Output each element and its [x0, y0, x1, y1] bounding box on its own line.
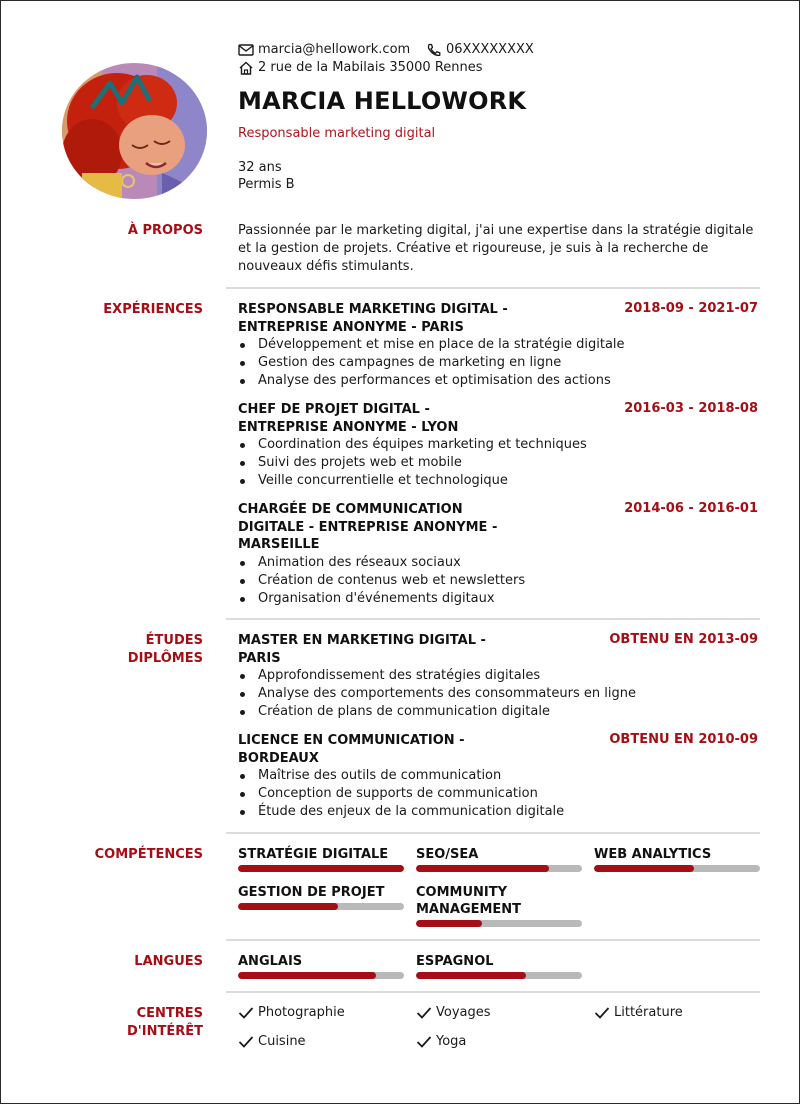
- section-title-line: D'INTÉRÊT: [127, 1024, 203, 1039]
- interest-label: Photographie: [258, 1005, 345, 1020]
- skill-bar: [594, 865, 760, 872]
- bullet-item: Analyse des performances et optimisation des actions: [238, 372, 625, 390]
- address-text: 2 rue de la Mabilais 35000 Rennes: [258, 60, 483, 75]
- section-divider: [226, 991, 760, 993]
- interest-item: [416, 1034, 466, 1049]
- interest-label: Littérature: [614, 1005, 683, 1020]
- experience-title-line: ENTREPRISE ANONYME - LYON: [238, 419, 459, 435]
- section-title-about: À PROPOS: [127, 223, 203, 238]
- driving-license: Permis B: [238, 177, 295, 192]
- education-dates: OBTENU EN 2010-09: [609, 732, 758, 747]
- email-text: marcia@hellowork.com: [258, 42, 411, 57]
- checkmark-icon: [416, 1006, 432, 1020]
- experience-bullets: [238, 336, 625, 389]
- experience-dates: 2016-03 - 2018-08: [624, 401, 758, 416]
- interest-item: [238, 1034, 306, 1049]
- bullet-item: Création de contenus web et newsletters: [238, 572, 525, 590]
- contact-email[interactable]: [238, 42, 410, 57]
- education-title-line: MASTER EN MARKETING DIGITAL -: [238, 633, 486, 648]
- education-title: [238, 632, 486, 667]
- bullet-item: Développement et mise en place de la stratégie digitale: [238, 336, 625, 354]
- skill-label: WEB ANALYTICS: [594, 847, 712, 862]
- language-bar-fill: [238, 972, 376, 979]
- checkmark-icon: [416, 1035, 432, 1049]
- interest-item: [416, 1005, 491, 1020]
- experience-dates: 2018-09 - 2021-07: [624, 301, 758, 316]
- section-divider: [226, 287, 760, 289]
- interest-label: Yoga: [436, 1034, 467, 1049]
- skill-label-line: MANAGEMENT: [416, 902, 522, 917]
- checkmark-icon: [238, 1035, 254, 1049]
- about-text: Passionnée par le marketing digital, j'ai une expertise dans la stratégie digitale et la gestion de projets. Créative et rigoureuse, je suis à la recherche de nouveaux défis stimulants.: [238, 223, 754, 274]
- language-item: [238, 953, 404, 979]
- bullet-item: Coordination des équipes marketing et techniques: [238, 436, 587, 454]
- age: 32 ans: [238, 160, 282, 175]
- skill-label: STRATÉGIE DIGITALE: [238, 847, 389, 862]
- experience-title-line: CHEF DE PROJET DIGITAL -: [238, 402, 430, 417]
- experience-title-line: RESPONSABLE MARKETING DIGITAL -: [238, 302, 508, 317]
- section-divider: [226, 618, 760, 620]
- interest-item: [238, 1005, 345, 1020]
- skill-label: GESTION DE PROJET: [238, 885, 385, 900]
- education-title: [238, 732, 465, 767]
- bullet-item: Veille concurrentielle et technologique: [238, 472, 587, 490]
- education-dates: OBTENU EN 2013-09: [609, 632, 758, 647]
- interest-label: Cuisine: [258, 1034, 306, 1049]
- skill-bar: [238, 865, 404, 872]
- language-label: ESPAGNOL: [416, 954, 494, 969]
- bullet-item: Analyse des comportements des consommateurs en ligne: [238, 685, 636, 703]
- language-bar-fill: [416, 972, 526, 979]
- section-title-line: DIPLÔMES: [127, 651, 203, 666]
- experience-title: [238, 301, 508, 336]
- language-item: [416, 953, 582, 979]
- section-title-line: CENTRES: [136, 1006, 203, 1021]
- skill-bar: [416, 920, 582, 927]
- section-title-interests: [127, 1005, 203, 1041]
- experience-title: [238, 501, 497, 554]
- contact-address: [238, 60, 483, 75]
- skill-bar: [238, 903, 404, 910]
- experience-title-line: ENTREPRISE ANONYME - PARIS: [238, 319, 464, 335]
- skill-item: [238, 846, 404, 872]
- skill-bar: [416, 865, 582, 872]
- experience-title-line: DIGITALE - ENTREPRISE ANONYME -: [238, 519, 498, 535]
- checkmark-icon: [238, 1006, 254, 1020]
- education-bullets: [238, 767, 564, 820]
- job-title: Responsable marketing digital: [238, 126, 436, 141]
- section-title-experience: EXPÉRIENCES: [103, 302, 203, 317]
- skill-item: [416, 884, 582, 927]
- section-title-line: ÉTUDES: [145, 633, 203, 648]
- section-title-languages: LANGUES: [134, 954, 203, 969]
- bullet-item: Gestion des campagnes de marketing en ligne: [238, 354, 625, 372]
- mail-icon: [238, 43, 254, 57]
- education-title-line: PARIS: [238, 650, 281, 666]
- experience-title-line: MARSEILLE: [238, 537, 320, 552]
- phone-icon: [426, 43, 442, 57]
- skill-bar-fill: [416, 920, 482, 927]
- candidate-name: MARCIA HELLOWORK: [238, 87, 527, 115]
- interest-label: Voyages: [436, 1005, 491, 1020]
- experience-bullets: [238, 436, 587, 489]
- bullet-item: Organisation d'événements digitaux: [238, 590, 525, 608]
- bullet-item: Création de plans de communication digitale: [238, 703, 636, 721]
- skill-bar-fill: [238, 903, 338, 910]
- skill-label: [416, 884, 582, 918]
- bullet-item: Animation des réseaux sociaux: [238, 554, 525, 572]
- profile-photo: [62, 63, 207, 199]
- skill-bar-fill: [238, 865, 404, 872]
- language-bar: [238, 972, 404, 979]
- bullet-item: Étude des enjeux de la communication digitale: [238, 803, 564, 821]
- skill-label: SEO/SEA: [416, 847, 479, 862]
- section-title-education: [128, 632, 203, 668]
- language-bar: [416, 972, 582, 979]
- checkmark-icon: [594, 1006, 610, 1020]
- skill-bar-fill: [594, 865, 694, 872]
- bullet-item: Conception de supports de communication: [238, 785, 564, 803]
- language-label: ANGLAIS: [238, 954, 303, 969]
- bullet-item: Suivi des projets web et mobile: [238, 454, 587, 472]
- phone-text: 06XXXXXXXX: [446, 42, 534, 57]
- education-bullets: [238, 667, 636, 720]
- bullet-item: Approfondissement des stratégies digitales: [238, 667, 636, 685]
- avatar-illustration: [62, 63, 207, 199]
- section-title-skills: COMPÉTENCES: [94, 847, 203, 862]
- skill-item: [594, 846, 760, 872]
- skill-label-line: COMMUNITY: [416, 885, 508, 900]
- contact-phone[interactable]: [426, 42, 534, 57]
- interest-item: [594, 1005, 683, 1020]
- section-divider: [226, 939, 760, 941]
- skill-item: [238, 884, 404, 910]
- skill-bar-fill: [416, 865, 549, 872]
- skill-item: [416, 846, 582, 872]
- experience-title: [238, 401, 458, 436]
- experience-title-line: CHARGÉE DE COMMUNICATION: [238, 502, 463, 517]
- home-icon: [238, 61, 254, 75]
- experience-bullets: [238, 554, 525, 607]
- section-divider: [226, 832, 760, 834]
- experience-dates: 2014-06 - 2016-01: [624, 501, 758, 516]
- education-title-line: BORDEAUX: [238, 750, 319, 766]
- education-title-line: LICENCE EN COMMUNICATION -: [238, 733, 465, 748]
- bullet-item: Maîtrise des outils de communication: [238, 767, 564, 785]
